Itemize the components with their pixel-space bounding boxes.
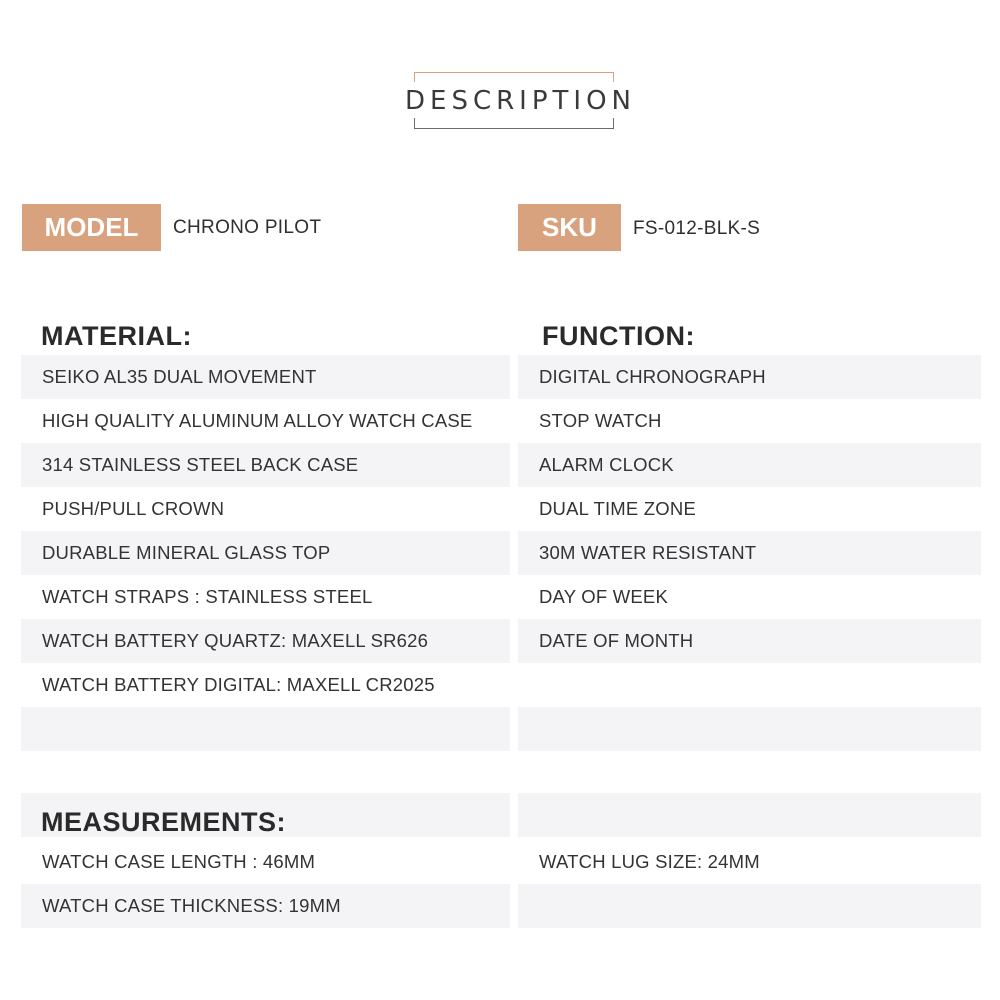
function-empty-row xyxy=(518,663,981,707)
material-item: WATCH BATTERY DIGITAL: MAXELL CR2025 xyxy=(42,674,435,695)
function-item: DIGITAL CHRONOGRAPH xyxy=(518,355,981,399)
function-item: DATE OF MONTH xyxy=(518,619,981,663)
sku-value: FS-012-BLK-S xyxy=(633,218,761,239)
function-item: DAY OF WEEK xyxy=(539,586,668,607)
material-item: WATCH BATTERY QUARTZ: MAXELL SR626 xyxy=(21,619,510,663)
material-heading: MATERIAL: xyxy=(41,321,192,351)
material-item: DURABLE MINERAL GLASS TOP xyxy=(21,531,510,575)
title-frame-tick xyxy=(613,72,614,82)
function-item: 30M WATER RESISTANT xyxy=(518,531,981,575)
measurements-empty-row xyxy=(518,793,981,837)
function-heading: FUNCTION: xyxy=(542,321,695,351)
material-item: WATCH STRAPS : STAINLESS STEEL xyxy=(42,586,373,607)
measurement-item: WATCH LUG SIZE: 24MM xyxy=(539,851,760,872)
model-value: CHRONO PILOT xyxy=(173,217,322,238)
page-title: DESCRIPTION xyxy=(405,86,636,116)
model-tag: MODEL xyxy=(22,204,161,251)
measurements-heading: MEASUREMENTS: xyxy=(41,807,287,837)
function-empty-row xyxy=(518,707,981,751)
material-item: SEIKO AL35 DUAL MOVEMENT xyxy=(21,355,510,399)
material-item: 314 STAINLESS STEEL BACK CASE xyxy=(21,443,510,487)
function-item: DUAL TIME ZONE xyxy=(539,498,696,519)
measurement-empty-row xyxy=(518,884,981,928)
title-frame-bottom-line xyxy=(414,128,614,129)
measurement-item: WATCH CASE THICKNESS: 19MM xyxy=(21,884,510,928)
title-frame-top-line xyxy=(414,72,614,73)
material-item: HIGH QUALITY ALUMINUM ALLOY WATCH CASE xyxy=(42,410,473,431)
material-empty-row xyxy=(21,707,510,751)
function-item: ALARM CLOCK xyxy=(518,443,981,487)
measurement-item: WATCH CASE LENGTH : 46MM xyxy=(42,851,316,872)
title-frame-tick xyxy=(414,72,415,82)
description-title-frame xyxy=(0,72,1000,130)
material-item: PUSH/PULL CROWN xyxy=(42,498,225,519)
function-item: STOP WATCH xyxy=(539,410,662,431)
sku-tag: SKU xyxy=(518,204,621,251)
